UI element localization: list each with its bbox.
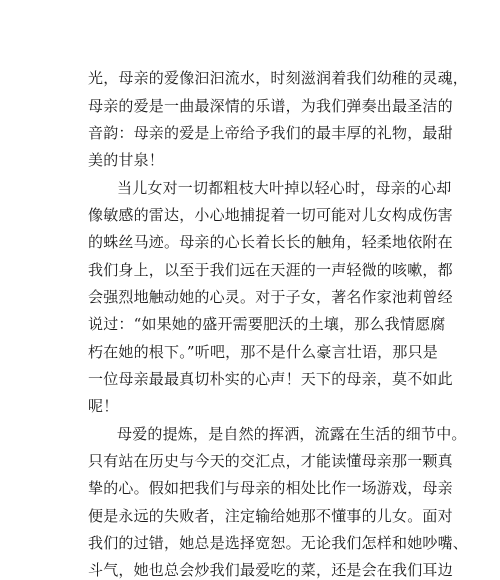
text-line: 我们的过错，她总是选择宽恕。无论我们怎样和她吵嘴、 xyxy=(88,534,469,552)
text-line: 朽在她的根下。”听吧，那不是什么豪言壮语，那只是 xyxy=(88,343,438,361)
text-line: 斗气，她也总会炒我们最爱吃的菜，还是会在我们耳边 xyxy=(88,561,453,579)
text-line: 母亲的爱是一曲最深情的乐谱，为我们弹奏出最圣洁的 xyxy=(88,97,453,115)
text-line: 光，母亲的爱像汩汩流水，时刻滋润着我们幼稚的灵魂， xyxy=(88,69,469,87)
text-line: 便是永远的失败者，注定输给她那不懂事的儿女。面对 xyxy=(88,507,453,525)
text-line: 美的甘泉！ xyxy=(88,151,165,169)
text-line: 只有站在历史与今天的交汇点，才能读懂母亲那一颗真 xyxy=(88,452,453,470)
text-line: 挚的心。假如把我们与母亲的相处比作一场游戏，母亲 xyxy=(88,479,453,497)
paragraph-first-line: 母爱的提炼，是自然的挥洒，流露在生活的细节中。 xyxy=(117,425,467,443)
text-line: 音韵：母亲的爱是上帝给予我们的最丰厚的礼物，最甜 xyxy=(88,124,453,142)
text-line: 呢！ xyxy=(88,397,119,415)
text-line: 的蛛丝马迹。母亲的心长着长长的触角，轻柔地依附在 xyxy=(88,233,453,251)
text-line: 说过：“如果她的盛开需要肥沃的土壤，那么我情愿腐 xyxy=(88,315,446,333)
text-line: 会强烈地触动她的心灵。对于子女，著名作家池莉曾经 xyxy=(88,288,453,306)
paragraph-first-line: 当儿女对一切都粗枝大叶掉以轻心时，母亲的心却 xyxy=(117,179,452,197)
text-line: 一位母亲最最真切朴实的心声！天下的母亲，莫不如此 xyxy=(88,370,453,388)
text-line: 像敏感的雷达，小心地捕捉着一切可能对儿女构成伤害 xyxy=(88,206,453,224)
text-line: 我们身上，以至于我们远在天涯的一声轻微的咳嗽，都 xyxy=(88,261,453,279)
